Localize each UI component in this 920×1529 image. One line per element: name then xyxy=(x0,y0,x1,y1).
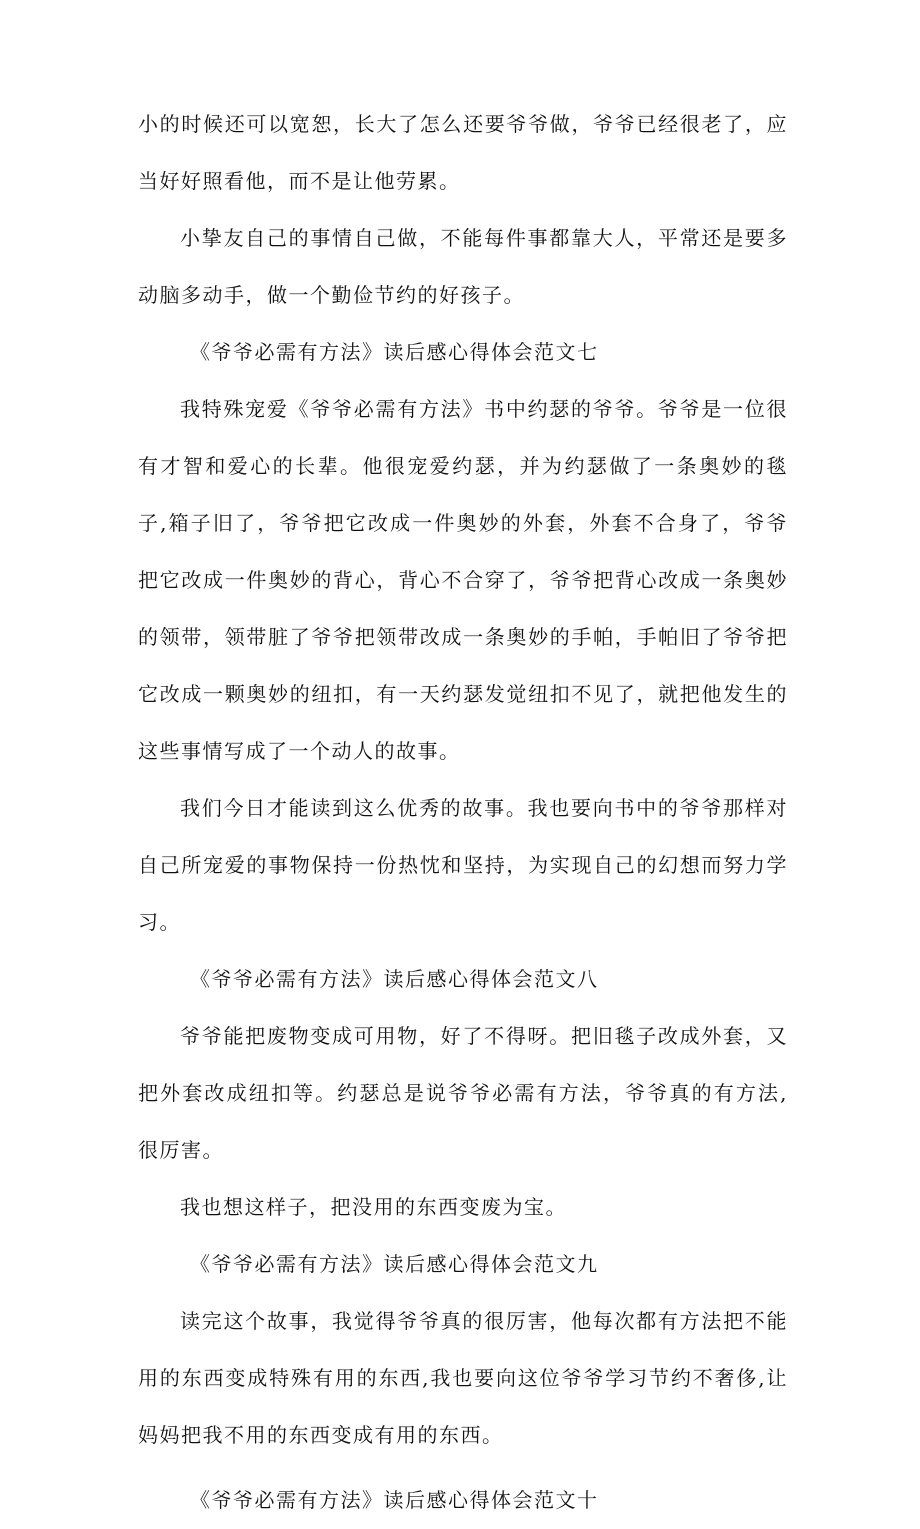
paragraph: 我也想这样子，把没用的东西变废为宝。 xyxy=(180,1195,567,1219)
paragraph: 我特殊宠爱《爷爷必需有方法》书中约瑟的爷爷。爷爷是一位很有才智和爱心的长辈。他很宠爱约瑟，并为约瑟做了一条奥妙的毯子,箱子旧了，爷爷把它改成一件奥妙的外套，外套不合身了，爷爷把它改成一件奥妙的背心，背心不合穿了，爷爷把背心改成一条奥妙的领带，领带脏了爷爷把领带改成一条奥妙的手帕，手帕旧了爷爷把它改成一颗奥妙的纽扣，有一天约瑟发觉纽扣不见了，就把他发生的这些事情写成了一个动人的故事。 xyxy=(138,397,788,763)
paragraph: 我们今日才能读到这么优秀的故事。我也要向书中的爷爷那样对自己所宠爱的事物保持一份热忱和坚持，为实现自己的幻想而努力学习。 xyxy=(138,796,788,934)
section-heading: 《爷爷必需有方法》读后感心得体会范文十 xyxy=(190,1488,599,1512)
paragraph: 爷爷能把废物变成可用物，好了不得呀。把旧毯子改成外套，又把外套改成纽扣等。约瑟总是说爷爷必需有方法，爷爷真的有方法,很厉害。 xyxy=(138,1024,788,1162)
section-heading: 《爷爷必需有方法》读后感心得体会范文九 xyxy=(190,1252,599,1276)
paragraph-continuation: 小的时候还可以宽恕，长大了怎么还要爷爷做，爷爷已经很老了，应当好好照看他，而不是让他劳累。 xyxy=(138,112,788,193)
section-heading: 《爷爷必需有方法》读后感心得体会范文八 xyxy=(190,967,599,991)
section-heading: 《爷爷必需有方法》读后感心得体会范文七 xyxy=(190,340,599,364)
paragraph: 读完这个故事，我觉得爷爷真的很厉害，他每次都有方法把不能用的东西变成特殊有用的东西,我也要向这位爷爷学习节约不奢侈,让妈妈把我不用的东西变成有用的东西。 xyxy=(138,1309,788,1447)
paragraph: 小挚友自己的事情自己做，不能每件事都靠大人，平常还是要多动脑多动手，做一个勤俭节约的好孩子。 xyxy=(138,226,788,307)
